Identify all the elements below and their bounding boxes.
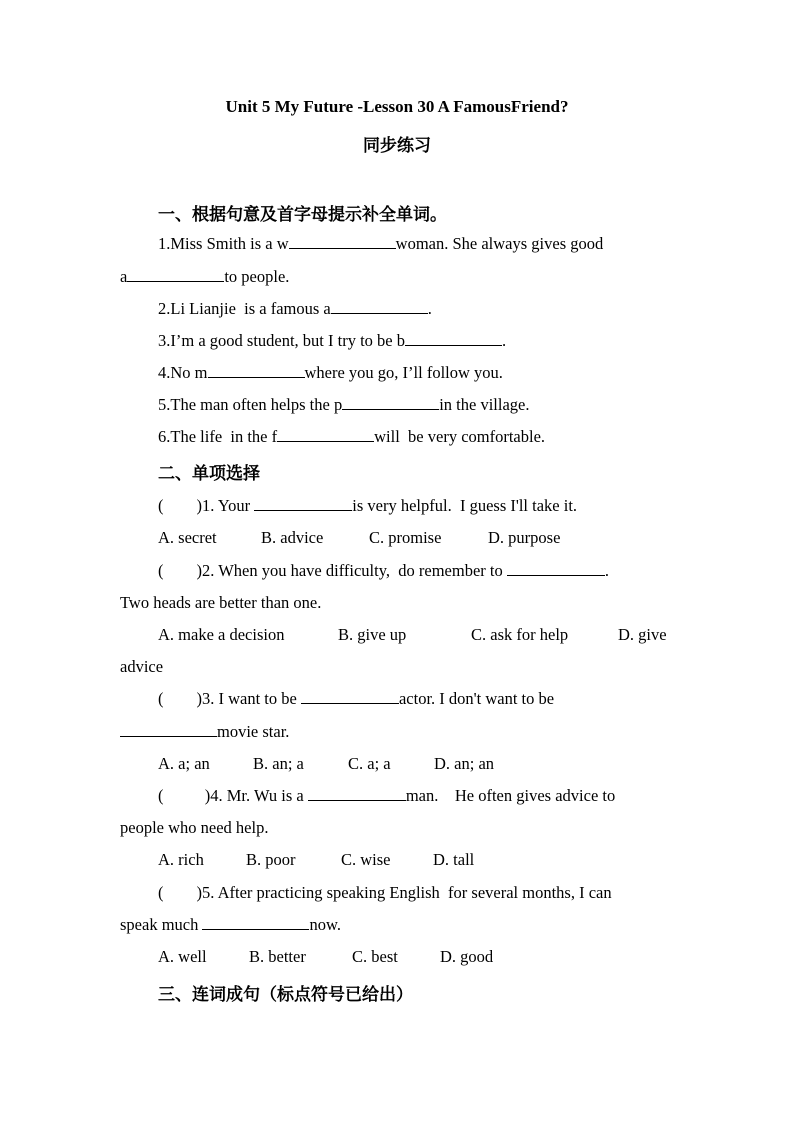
option-c[interactable]: C. wise <box>341 850 391 869</box>
s1-question-3 <box>158 331 506 351</box>
s1-question-1a <box>158 234 603 254</box>
option-b[interactable]: B. poor <box>246 850 296 869</box>
q-text: in the village. <box>439 395 530 414</box>
answer-blank[interactable] <box>308 786 406 801</box>
option-d[interactable]: D. tall <box>433 850 475 869</box>
answer-blank[interactable] <box>127 267 224 282</box>
q-text: 4.No m <box>158 363 208 382</box>
s2-question-1 <box>158 496 577 516</box>
q-text: woman. She always gives good <box>395 234 604 253</box>
page-title: Unit 5 My Future -Lesson 30 A FamousFriend? <box>225 97 569 116</box>
option-b[interactable]: B. advice <box>261 528 324 547</box>
s2-question-2 <box>158 561 609 581</box>
answer-blank[interactable] <box>202 915 309 930</box>
q-text: 5.The man often helps the p <box>158 395 343 414</box>
s2-q2-option-cont: advice <box>120 657 164 676</box>
q-text: is very helpful. I guess I'll take it. <box>352 496 578 515</box>
option-c[interactable]: C. best <box>352 947 398 966</box>
option-a[interactable]: A. well <box>158 947 207 966</box>
option-a[interactable]: A. a; an <box>158 754 210 773</box>
s2-question-5-cont <box>120 915 341 935</box>
q-text: . <box>604 561 609 580</box>
q-text: movie star. <box>217 722 290 741</box>
answer-blank[interactable] <box>331 299 428 314</box>
q-text: ( )1. Your <box>158 496 255 515</box>
answer-blank[interactable] <box>254 496 352 511</box>
s1-question-1b <box>120 267 289 287</box>
option-b[interactable]: B. better <box>249 947 306 966</box>
answer-blank[interactable] <box>277 427 374 442</box>
option-c[interactable]: C. a; a <box>348 754 391 773</box>
q-text: . <box>502 331 507 350</box>
section3-heading: 三、连词成句（标点符号已给出） <box>158 985 413 1004</box>
option-a[interactable]: A. secret <box>158 528 217 547</box>
q-text: a <box>120 267 128 286</box>
page-subtitle: 同步练习 <box>363 136 431 155</box>
q-text: where you go, I’ll follow you. <box>304 363 503 382</box>
option-b[interactable]: B. an; a <box>253 754 304 773</box>
option-a[interactable]: A. make a decision <box>158 625 285 644</box>
q-text: ( )2. When you have difficulty, do remember to <box>158 561 507 580</box>
option-d[interactable]: D. an; an <box>434 754 495 773</box>
q-text: 2.Li Lianjie is a famous a <box>158 299 331 318</box>
section2-heading: 二、单项选择 <box>158 464 260 483</box>
q-text: actor. I don't want to be <box>398 689 555 708</box>
answer-blank[interactable] <box>507 561 605 576</box>
s2-question-4-cont: people who need help. <box>120 818 269 837</box>
s2-question-4 <box>158 786 615 806</box>
q-text: ( )3. I want to be <box>158 689 301 708</box>
answer-blank[interactable] <box>301 689 399 704</box>
answer-blank[interactable] <box>289 234 396 249</box>
option-a[interactable]: A. rich <box>158 850 204 869</box>
answer-blank[interactable] <box>405 331 502 346</box>
s2-question-5: ( )5. After practicing speaking English for several months, I can <box>158 883 612 902</box>
q-text: to people. <box>224 267 290 286</box>
s1-question-2 <box>158 299 432 319</box>
q-text: will be very comfortable. <box>374 427 546 446</box>
answer-blank[interactable] <box>208 363 305 378</box>
option-d[interactable]: D. purpose <box>488 528 561 547</box>
answer-blank[interactable] <box>120 722 217 737</box>
q-text: ( )4. Mr. Wu is a <box>158 786 308 805</box>
q-text: man. He often gives advice to <box>405 786 616 805</box>
s2-question-3 <box>158 689 554 709</box>
q-text: 6.The life in the f <box>158 427 278 446</box>
option-d[interactable]: D. good <box>440 947 494 966</box>
answer-blank[interactable] <box>342 395 439 410</box>
s2-question-3-cont <box>120 722 289 742</box>
q-text: 1.Miss Smith is a w <box>158 234 289 253</box>
s1-question-4 <box>158 363 503 383</box>
s1-question-5 <box>158 395 529 415</box>
q-text: 3.I’m a good student, but I try to be b <box>158 331 406 350</box>
option-d[interactable]: D. give <box>618 625 667 644</box>
s2-question-2-cont: Two heads are better than one. <box>120 593 322 612</box>
q-text: . <box>427 299 432 318</box>
option-c[interactable]: C. ask for help <box>471 625 569 644</box>
option-b[interactable]: B. give up <box>338 625 407 644</box>
option-c[interactable]: C. promise <box>369 528 442 547</box>
q-text: speak much <box>120 915 203 934</box>
section1-heading: 一、根据句意及首字母提示补全单词。 <box>158 205 447 224</box>
q-text: now. <box>309 915 341 934</box>
s1-question-6 <box>158 427 545 447</box>
